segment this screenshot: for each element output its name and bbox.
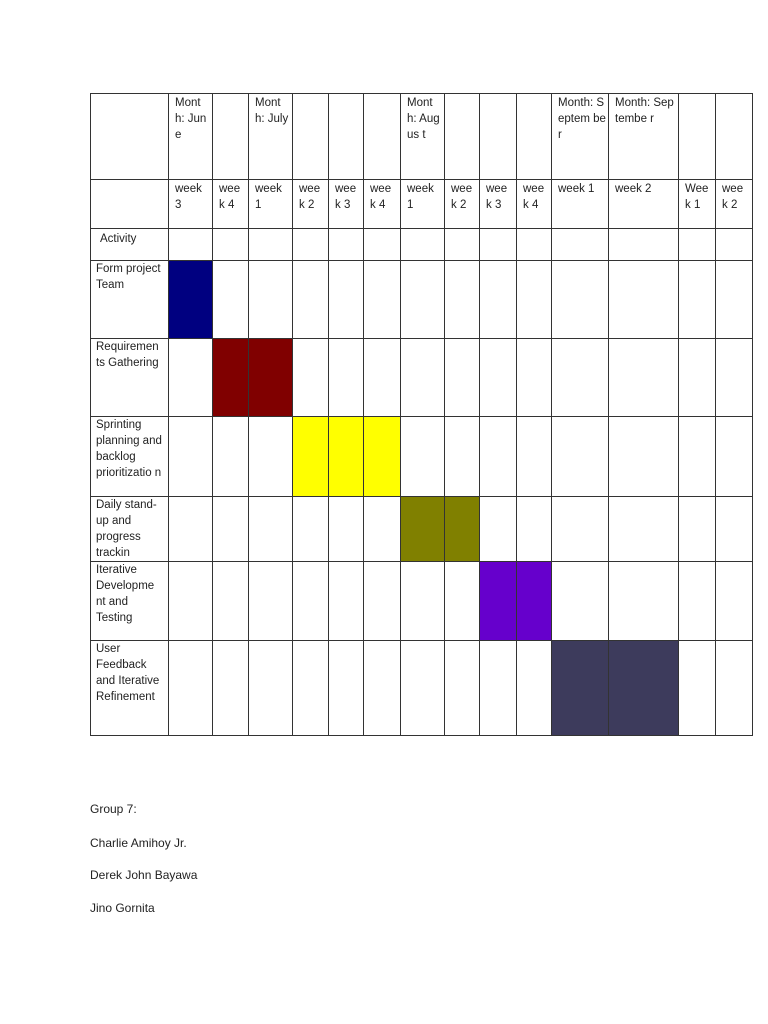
empty-cell — [249, 562, 293, 641]
gantt-bar-cell — [169, 261, 213, 339]
empty-cell — [213, 261, 249, 339]
empty-cell — [517, 641, 552, 736]
empty-cell — [169, 339, 213, 417]
empty-cell — [679, 497, 716, 562]
empty-cell — [552, 261, 609, 339]
empty-cell — [517, 417, 552, 497]
group-member: Jino Gornita — [90, 901, 155, 915]
empty-cell — [552, 417, 609, 497]
task-label: User Feedback and Iterative Refinement — [91, 641, 169, 736]
task-row — [91, 641, 753, 736]
gantt-bar-cell — [609, 641, 679, 736]
task-label: Iterative Developme nt and Testing — [91, 562, 169, 641]
empty-cell — [517, 497, 552, 562]
gantt-bar-cell — [329, 417, 364, 497]
empty-cell — [249, 229, 293, 261]
empty-cell — [552, 562, 609, 641]
empty-cell — [445, 562, 480, 641]
gantt-bar-cell — [480, 562, 517, 641]
empty-cell — [517, 229, 552, 261]
task-row — [91, 261, 753, 339]
gantt-bar-cell — [213, 339, 249, 417]
empty-cell — [716, 562, 753, 641]
task-row — [91, 339, 753, 417]
month-june: Mont h: June — [169, 94, 213, 180]
week-header-cell: wee k 3 — [329, 180, 364, 229]
week-header-cell: wee k 4 — [517, 180, 552, 229]
week-header-cell: week 1 — [401, 180, 445, 229]
month-september: Month: Septem ber — [552, 94, 609, 180]
empty-cell — [716, 417, 753, 497]
empty-cell — [401, 261, 445, 339]
empty-cell — [249, 497, 293, 562]
month-september-2: Month: Septembe r — [609, 94, 679, 180]
empty-cell — [364, 497, 401, 562]
empty-cell — [480, 339, 517, 417]
empty-cell — [609, 339, 679, 417]
week-header-cell: wee k 2 — [716, 180, 753, 229]
empty-cell — [364, 229, 401, 261]
task-row — [91, 497, 753, 562]
empty-cell — [480, 94, 517, 180]
empty-cell — [445, 229, 480, 261]
empty-cell — [293, 229, 329, 261]
empty-cell — [679, 562, 716, 641]
empty-cell — [401, 339, 445, 417]
empty-cell — [169, 497, 213, 562]
empty-cell — [480, 229, 517, 261]
week-header-cell: wee k 4 — [364, 180, 401, 229]
month-july: Mont h: July — [249, 94, 293, 180]
activity-header-row — [91, 229, 753, 261]
empty-cell — [213, 229, 249, 261]
task-row — [91, 562, 753, 641]
activity-header: Activity — [91, 229, 169, 261]
empty-cell — [329, 261, 364, 339]
empty-cell — [329, 94, 364, 180]
empty-cell — [716, 497, 753, 562]
empty-cell — [364, 261, 401, 339]
empty-cell — [293, 94, 329, 180]
empty-cell — [480, 641, 517, 736]
empty-cell — [445, 94, 480, 180]
empty-cell — [249, 641, 293, 736]
empty-cell — [517, 339, 552, 417]
empty-cell — [364, 562, 401, 641]
week-header-cell: week 1 — [552, 180, 609, 229]
empty-cell — [679, 641, 716, 736]
empty-cell — [609, 261, 679, 339]
week-header-cell: wee k 3 — [480, 180, 517, 229]
group-member: Derek John Bayawa — [90, 868, 198, 882]
empty-cell — [364, 94, 401, 180]
gantt-bar-cell — [517, 562, 552, 641]
empty-cell — [517, 261, 552, 339]
empty-cell — [401, 641, 445, 736]
empty-cell — [716, 641, 753, 736]
empty-cell — [480, 261, 517, 339]
empty-cell — [445, 261, 480, 339]
empty-cell — [213, 497, 249, 562]
empty-cell — [716, 94, 753, 180]
empty-cell — [517, 94, 552, 180]
task-label: Daily stand-up and progress trackin — [91, 497, 169, 562]
corner-cell — [91, 180, 169, 229]
empty-cell — [480, 497, 517, 562]
empty-cell — [169, 641, 213, 736]
empty-cell — [445, 641, 480, 736]
month-header-row — [91, 94, 753, 180]
month-august: Mont h: Augus t — [401, 94, 445, 180]
empty-cell — [716, 229, 753, 261]
empty-cell — [249, 417, 293, 497]
empty-cell — [480, 417, 517, 497]
empty-cell — [401, 229, 445, 261]
empty-cell — [679, 417, 716, 497]
empty-cell — [679, 339, 716, 417]
task-label: Requiremen ts Gathering — [91, 339, 169, 417]
group-member: Charlie Amihoy Jr. — [90, 836, 187, 850]
empty-cell — [445, 339, 480, 417]
empty-cell — [329, 497, 364, 562]
empty-cell — [679, 94, 716, 180]
empty-cell — [716, 261, 753, 339]
empty-cell — [213, 94, 249, 180]
gantt-bar-cell — [364, 417, 401, 497]
group-title: Group 7: — [90, 802, 137, 816]
gantt-bar-cell — [552, 641, 609, 736]
empty-cell — [552, 339, 609, 417]
empty-cell — [329, 229, 364, 261]
gantt-bar-cell — [293, 417, 329, 497]
empty-cell — [364, 641, 401, 736]
empty-cell — [609, 229, 679, 261]
week-header-cell: wee k 2 — [445, 180, 480, 229]
empty-cell — [293, 339, 329, 417]
empty-cell — [169, 229, 213, 261]
empty-cell — [609, 562, 679, 641]
empty-cell — [552, 229, 609, 261]
empty-cell — [293, 497, 329, 562]
empty-cell — [329, 562, 364, 641]
empty-cell — [445, 417, 480, 497]
week-header-row — [91, 180, 753, 229]
corner-cell — [91, 94, 169, 180]
empty-cell — [213, 562, 249, 641]
empty-cell — [679, 261, 716, 339]
gantt-bar-cell — [249, 339, 293, 417]
task-row — [91, 417, 753, 497]
empty-cell — [213, 641, 249, 736]
empty-cell — [329, 339, 364, 417]
week-header-cell: wee k 4 — [213, 180, 249, 229]
gantt-bar-cell — [401, 497, 445, 562]
gantt-bar-cell — [445, 497, 480, 562]
task-label: Sprinting planning and backlog prioritizatio n — [91, 417, 169, 497]
week-header-cell: Wee k 1 — [679, 180, 716, 229]
empty-cell — [293, 562, 329, 641]
week-header-cell: week 2 — [609, 180, 679, 229]
empty-cell — [249, 261, 293, 339]
week-header-cell: week 1 — [249, 180, 293, 229]
empty-cell — [329, 641, 364, 736]
week-header-cell: wee k 2 — [293, 180, 329, 229]
empty-cell — [679, 229, 716, 261]
week-header-cell: week 3 — [169, 180, 213, 229]
empty-cell — [609, 497, 679, 562]
empty-cell — [213, 417, 249, 497]
empty-cell — [609, 417, 679, 497]
empty-cell — [364, 339, 401, 417]
empty-cell — [401, 562, 445, 641]
empty-cell — [716, 339, 753, 417]
empty-cell — [293, 641, 329, 736]
empty-cell — [169, 562, 213, 641]
empty-cell — [401, 417, 445, 497]
task-label: Form project Team — [91, 261, 169, 339]
gantt-chart-table — [90, 93, 753, 736]
empty-cell — [552, 497, 609, 562]
empty-cell — [293, 261, 329, 339]
empty-cell — [169, 417, 213, 497]
